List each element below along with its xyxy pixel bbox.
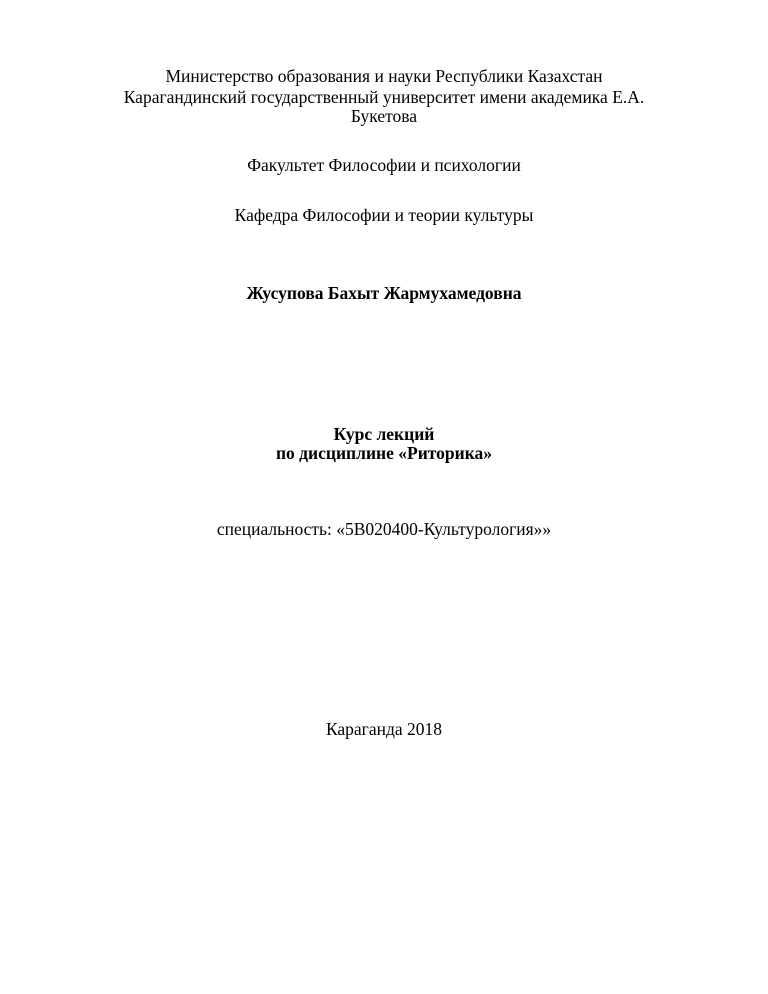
department-name: Кафедра Философии и теории культуры [234,205,534,225]
specialty-text: специальность: «5В020400-Культурология»» [216,519,552,539]
author-name: Жусупова Бахыт Жармухамедовна [246,283,522,303]
university-name-line-2: Букетова [350,106,418,126]
university-name-line-1: Карагандинский государственный университет имени академика Е.А. [123,87,645,107]
city-year: Караганда 2018 [325,719,443,739]
faculty-name: Факультет Философии и психологии [247,155,521,175]
course-title-line-1: Курс лекций [333,424,435,444]
course-title-line-2: по дисциплине «Риторика» [275,443,493,463]
ministry-heading: Министерство образования и науки Республики Казахстан [165,66,603,86]
